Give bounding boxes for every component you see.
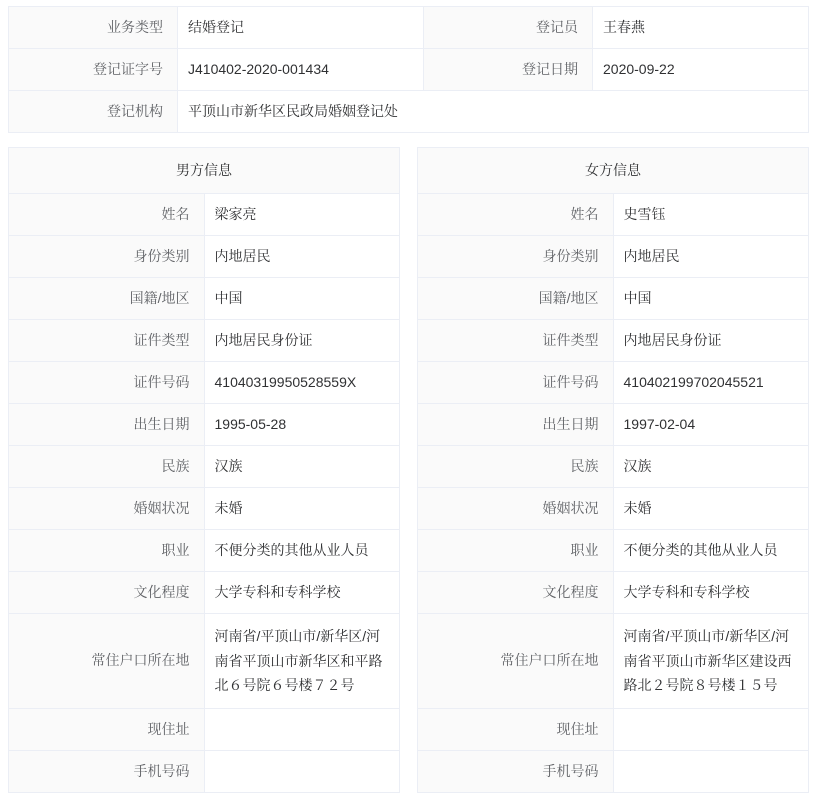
male-id-type-value: 内地居民身份证 [204,320,400,362]
certificate-number-label: 登记证字号 [9,49,178,91]
table-row [418,148,809,194]
male-name-label: 姓名 [9,194,205,236]
male-id-number-value: 41040319950528559X [204,362,400,404]
table-row [9,148,400,194]
male-occupation-value: 不便分类的其他从业人员 [204,530,400,572]
table-row [418,362,809,404]
registrar-label: 登记员 [424,7,593,49]
female-info-title: 女方信息 [418,148,809,194]
female-birth-date-label: 出生日期 [418,404,614,446]
female-marital-status-label: 婚姻状况 [418,488,614,530]
table-row [418,194,809,236]
table-row [9,750,400,792]
table-row [9,530,400,572]
female-occupation-value: 不便分类的其他从业人员 [613,530,809,572]
male-nationality-value: 中国 [204,278,400,320]
male-residence-value: 河南省/平顶山市/新华区/河南省平顶山市新华区和平路北６号院６号楼７２号 [204,614,400,709]
business-type-value: 结婚登记 [178,7,424,49]
registration-agency-label: 登记机构 [9,91,178,133]
male-birth-date-label: 出生日期 [9,404,205,446]
table-row [9,7,809,49]
male-education-value: 大学专科和专科学校 [204,572,400,614]
female-birth-date-value: 1997-02-04 [613,404,809,446]
female-nationality-value: 中国 [613,278,809,320]
female-nationality-label: 国籍/地区 [418,278,614,320]
male-phone-value [204,750,400,792]
male-id-number-label: 证件号码 [9,362,205,404]
female-id-number-value: 410402199702045521 [613,362,809,404]
female-name-value: 史雪钰 [613,194,809,236]
table-row [418,446,809,488]
table-row [418,404,809,446]
female-phone-label: 手机号码 [418,750,614,792]
table-row [418,320,809,362]
table-row [418,530,809,572]
table-row [9,49,809,91]
female-education-label: 文化程度 [418,572,614,614]
male-current-address-label: 现住址 [9,708,205,750]
female-info-panel [417,147,809,793]
table-row [9,320,400,362]
table-row [9,404,400,446]
table-row [9,194,400,236]
table-row [418,614,809,709]
male-identity-type-value: 内地居民 [204,236,400,278]
table-row [9,572,400,614]
table-row [418,236,809,278]
registration-date-value: 2020-09-22 [593,49,809,91]
business-type-label: 业务类型 [9,7,178,49]
table-row [9,91,809,133]
female-occupation-label: 职业 [418,530,614,572]
registration-date-label: 登记日期 [424,49,593,91]
female-info-table [417,147,809,793]
male-current-address-value [204,708,400,750]
female-current-address-value [613,708,809,750]
registration-agency-value: 平顶山市新华区民政局婚姻登记处 [178,91,809,133]
female-phone-value [613,750,809,792]
table-row [418,278,809,320]
male-birth-date-value: 1995-05-28 [204,404,400,446]
female-id-number-label: 证件号码 [418,362,614,404]
table-row [9,488,400,530]
male-name-value: 梁家亮 [204,194,400,236]
party-info-columns [8,147,809,793]
female-education-value: 大学专科和专科学校 [613,572,809,614]
male-info-title: 男方信息 [9,148,400,194]
table-row [9,708,400,750]
table-row [418,572,809,614]
certificate-number-value: J410402-2020-001434 [178,49,424,91]
male-marital-status-label: 婚姻状况 [9,488,205,530]
male-id-type-label: 证件类型 [9,320,205,362]
male-info-panel [8,147,400,793]
table-row [9,446,400,488]
female-id-type-label: 证件类型 [418,320,614,362]
table-row [9,362,400,404]
table-row [9,278,400,320]
male-phone-label: 手机号码 [9,750,205,792]
table-row [418,750,809,792]
male-residence-label: 常住户口所在地 [9,614,205,709]
male-identity-type-label: 身份类别 [9,236,205,278]
female-residence-label: 常住户口所在地 [418,614,614,709]
table-row [418,488,809,530]
male-ethnicity-label: 民族 [9,446,205,488]
male-education-label: 文化程度 [9,572,205,614]
female-identity-type-label: 身份类别 [418,236,614,278]
female-ethnicity-value: 汉族 [613,446,809,488]
male-occupation-label: 职业 [9,530,205,572]
table-row [9,236,400,278]
female-marital-status-value: 未婚 [613,488,809,530]
table-row [9,614,400,709]
male-ethnicity-value: 汉族 [204,446,400,488]
female-current-address-label: 现住址 [418,708,614,750]
male-nationality-label: 国籍/地区 [9,278,205,320]
female-ethnicity-label: 民族 [418,446,614,488]
table-row [418,708,809,750]
female-residence-value: 河南省/平顶山市/新华区/河南省平顶山市新华区建设西路北２号院８号楼１５号 [613,614,809,709]
registrar-value: 王春燕 [593,7,809,49]
female-name-label: 姓名 [418,194,614,236]
male-info-table [8,147,400,793]
summary-table [8,6,809,133]
female-id-type-value: 内地居民身份证 [613,320,809,362]
male-marital-status-value: 未婚 [204,488,400,530]
female-identity-type-value: 内地居民 [613,236,809,278]
